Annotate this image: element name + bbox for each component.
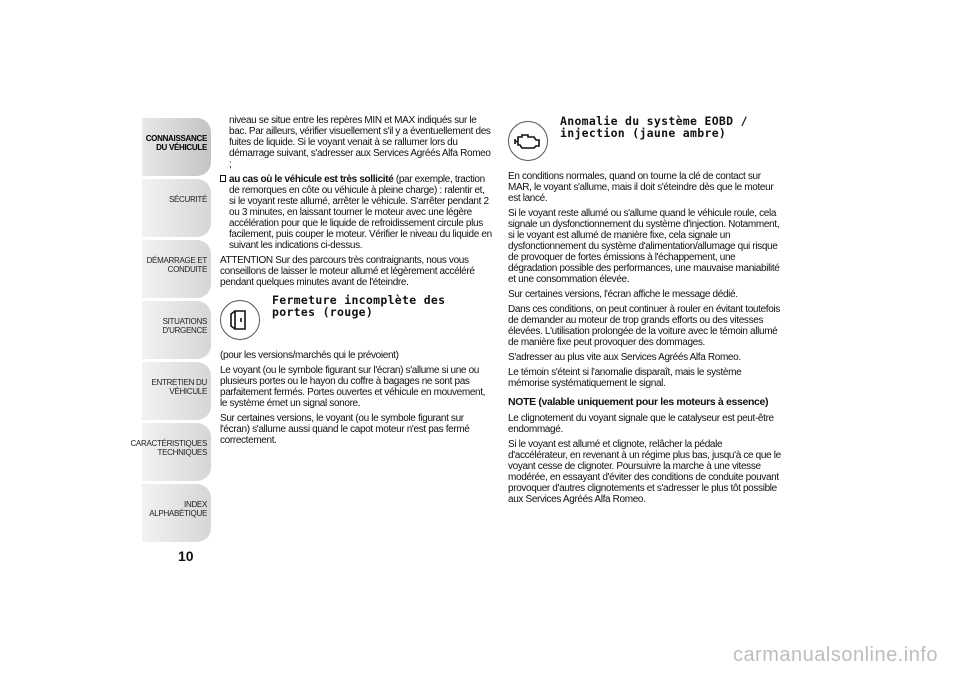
engine-check-icon bbox=[508, 121, 548, 161]
checkbox-bullet-icon bbox=[220, 175, 226, 182]
watermark: carmanualsonline.info bbox=[732, 644, 938, 666]
tab-demarrage[interactable] bbox=[142, 240, 211, 298]
section-title: Fermeture incomplète des portes (rouge) bbox=[272, 293, 446, 319]
paragraph: (pour les versions/marchés qui le prévoient) bbox=[220, 350, 399, 361]
bullet-text: (par exemple, traction de remorques en côte ou véhicule à pleine charge) : ralentir et, si le voyant reste allumé, arrêter le véhicule. S'arrêter pendant 2 ou 3 minutes, en laissant tourner le moteur avec une légère accélération pour que le liquide de refroidissement circule plus facilement, puis couper le moteur. Vérifier le niveau du liquide en suivant les indications ci-dessus. bbox=[229, 174, 492, 251]
bullet-bold: au cas où le véhicule est très sollicité bbox=[229, 174, 394, 185]
paragraph: Si le voyant reste allumé ou s'allume quand le véhicule roule, cela signale un dysfonctionnement du système d'injection. Notamment, si le voyant est allumé de manière fixe, cela signale un dysfonctionnement du système d'alimentation/allumage qui risque de provoquer de fortes émissions à l'échappement, une dégradation possible des performances, une mauvaise maniabilité et une consommation élevée. bbox=[508, 208, 780, 285]
bullet-item bbox=[220, 174, 492, 251]
tab-index[interactable] bbox=[142, 484, 211, 542]
door-open-icon bbox=[220, 300, 260, 340]
paragraph: Si le voyant est allumé et clignote, relâcher la pédale d'accélérateur, en revenant à un régime plus bas, jusqu'à ce que le voyant cesse de clignoter. Poursuivre la marche à une vitesse modérée, en essayant d'éviter des conditions de conduite pouvant provoquer d'autres clignotements et s'adresser le plus tôt possible aux Services Agréés Alfa Romeo. bbox=[508, 439, 781, 505]
tab-caracteristiques[interactable] bbox=[130, 423, 211, 481]
tab-label: CONNAISSANCE DU VÉHICULE bbox=[145, 134, 207, 152]
paragraph: Le clignotement du voyant signale que le catalyseur est peut-être endommagé. bbox=[508, 413, 774, 435]
tab-label: CARACTÉRISTIQUES TECHNIQUES bbox=[130, 439, 207, 457]
tab-entretien[interactable] bbox=[142, 362, 211, 420]
paragraph: Sur certaines versions, l'écran affiche le message dédié. bbox=[508, 289, 738, 300]
paragraph: Le témoin s'éteint si l'anomalie disparaît, mais le système mémorise systématiquement le signal. bbox=[508, 367, 742, 389]
tab-label: INDEX ALPHABÉTIQUE bbox=[149, 500, 207, 518]
paragraph: Sur certaines versions, le voyant (ou le symbole figurant sur l'écran) s'allume aussi quand le capot moteur n'est pas fermé correctement. bbox=[220, 413, 470, 446]
tab-securite[interactable] bbox=[142, 179, 211, 237]
section-title: Anomalie du système EOBD / injection (jaune ambre) bbox=[560, 114, 748, 140]
note-title: NOTE (valable uniquement pour les moteurs à essence) bbox=[508, 396, 769, 408]
chapter-tabs bbox=[130, 118, 211, 545]
tab-label: SITUATIONS D'URGENCE bbox=[162, 317, 207, 335]
tab-label: DÉMARRAGE ET CONDUITE bbox=[146, 256, 207, 274]
paragraph: Le voyant (ou le symbole figurant sur l'écran) s'allume si une ou plusieurs portes ou le hayon du coffre à bagages ne sont pas parfaitement fermés. Portes ouvertes et véhicule en mouvement, le système émet un signal sonore. bbox=[220, 365, 486, 409]
paragraph: S'adresser au plus vite aux Services Agréés Alfa Romeo. bbox=[508, 352, 741, 363]
paragraph: En conditions normales, quand on tourne la clé de contact sur MAR, le voyant s'allume, mais il doit s'éteindre dès que le moteur est lancé. bbox=[508, 171, 774, 204]
section-heading bbox=[508, 115, 783, 163]
section-heading bbox=[220, 294, 492, 342]
attention-paragraph: ATTENTION Sur des parcours très contraignants, nous vous conseillons de laisser le moteur allumé et légèrement accéléré pendant quelques minutes avant de l'éteindre. bbox=[220, 255, 475, 288]
tab-situations[interactable] bbox=[142, 301, 211, 359]
paragraph: niveau se situe entre les repères MIN et MAX indiqués sur le bac. Par ailleurs, vérifier visuellement s'il y a éventuellement des fuites de liquide. Si le voyant venait à se rallumer lors du démarrage suivant, s'adresser aux Services Agréés Alfa Romeo ; bbox=[229, 115, 491, 170]
left-column bbox=[220, 115, 492, 450]
tab-connaissance[interactable] bbox=[142, 118, 211, 176]
tab-label: SÉCURITÉ bbox=[168, 195, 207, 204]
page-number: 10 bbox=[178, 548, 194, 564]
right-column bbox=[508, 115, 783, 509]
tab-label: ENTRETIEN DU VÉHICULE bbox=[151, 378, 207, 396]
paragraph: Dans ces conditions, on peut continuer à rouler en évitant toutefois de demander au moteur de trop grands efforts ou des vitesses élevées. L'utilisation prolongée de la voiture avec le témoin allumé de manière fixe peut provoquer des dommages. bbox=[508, 304, 780, 348]
